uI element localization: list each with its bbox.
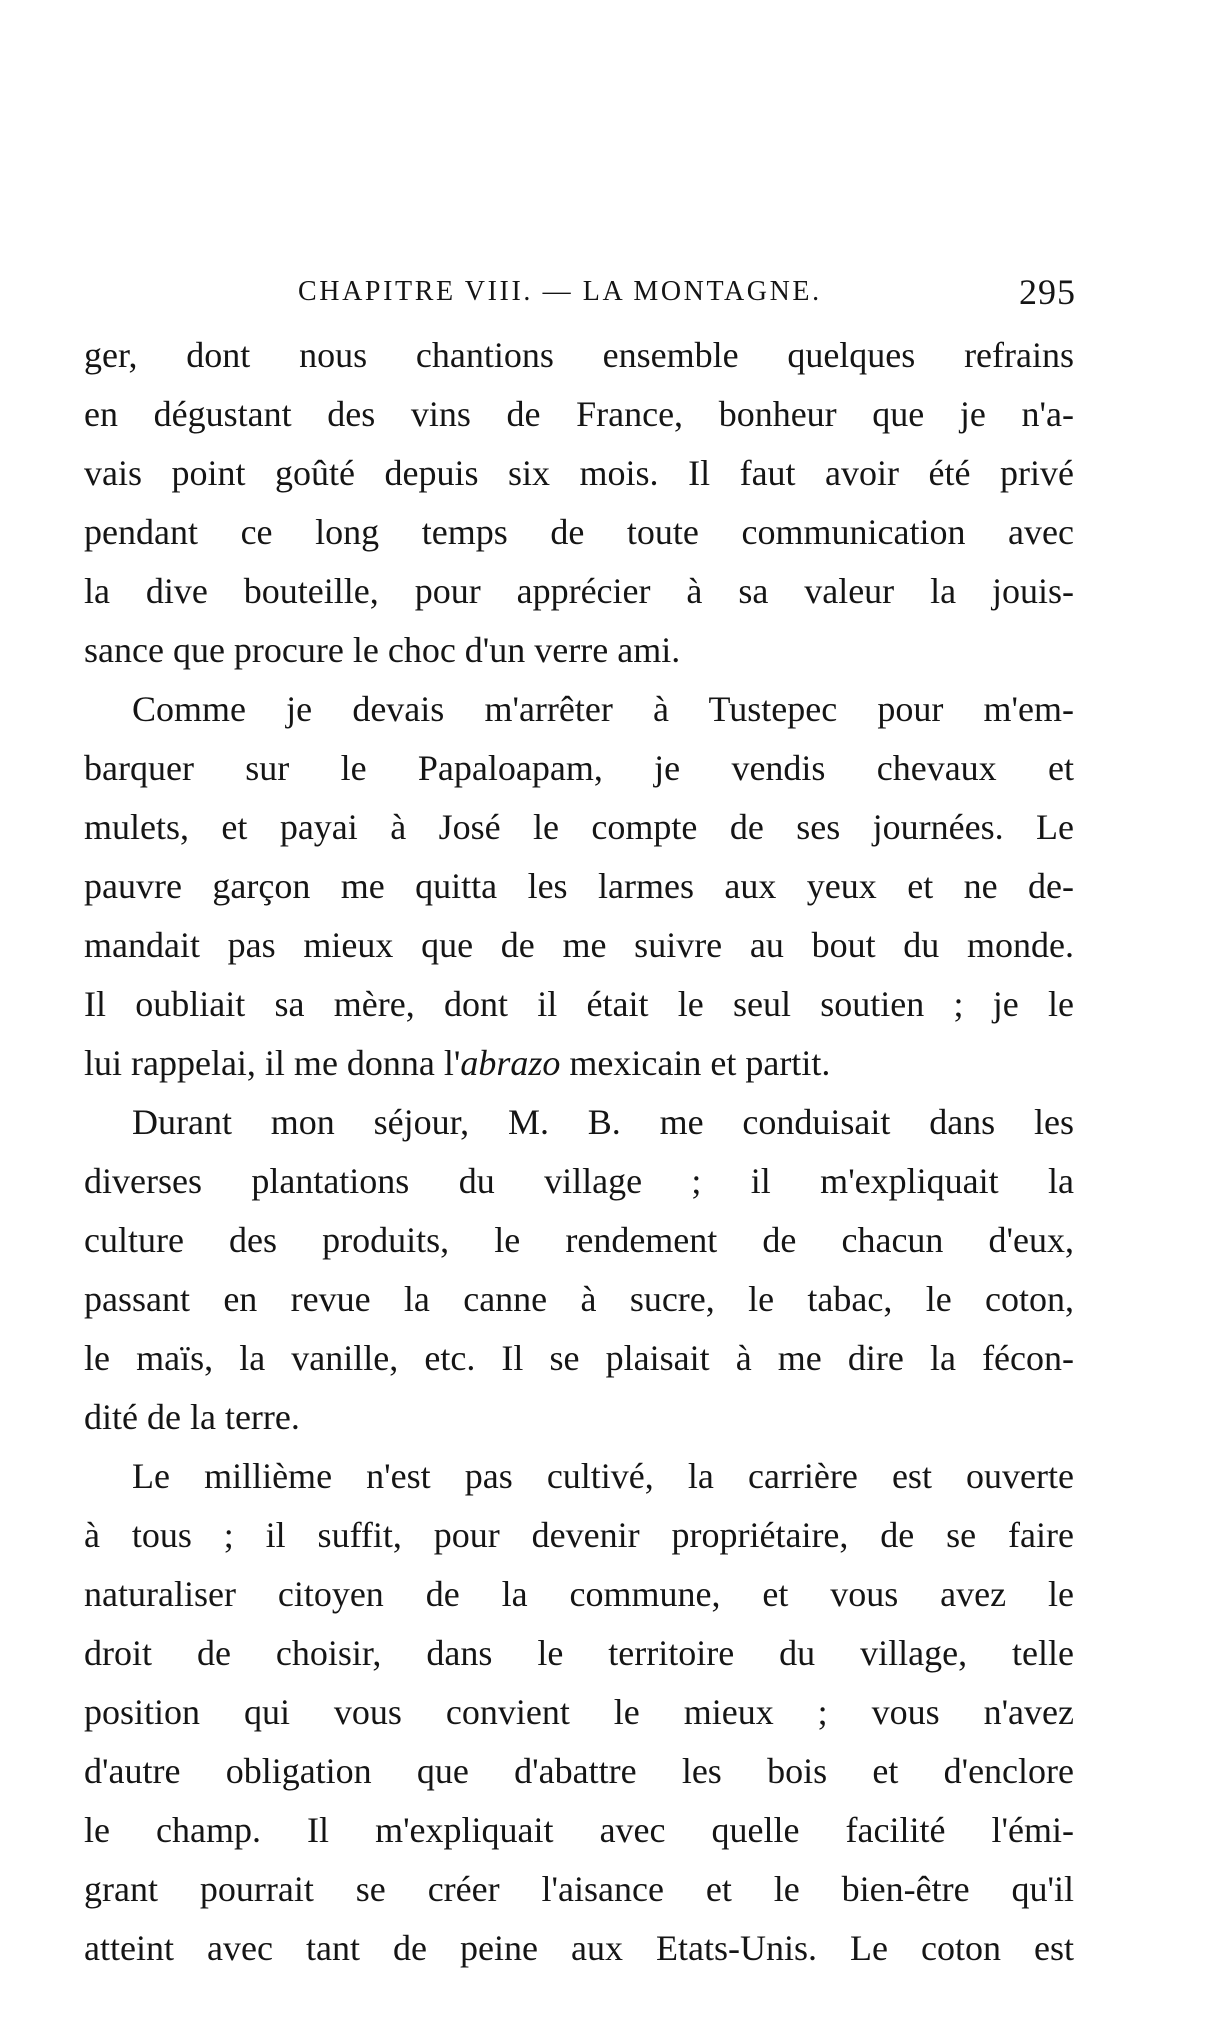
text-line: atteint avec tant de peine aux Etats-Unis. Le coton est <box>84 1928 1074 1968</box>
text-line: position qui vous convient le mieux ; vous n'avez <box>84 1692 1074 1732</box>
paragraph-4 <box>84 1447 1074 1978</box>
paragraph-2 <box>84 680 1074 1093</box>
text-line: pendant ce long temps de toute communication avec <box>84 512 1074 552</box>
text-line <box>84 1034 1074 1093</box>
text-line: mulets, et payai à José le compte de ses journées. Le <box>84 807 1074 847</box>
italic-word: abrazo <box>460 1043 561 1083</box>
running-head <box>84 268 1076 316</box>
text-line: en dégustant des vins de France, bonheur que je n'a- <box>84 394 1074 434</box>
text-line: Il oubliait sa mère, dont il était le seul soutien ; je le <box>84 984 1074 1024</box>
running-title: CHAPITRE VIII. — LA MONTAGNE. <box>298 276 822 307</box>
text-line: ger, dont nous chantions ensemble quelques refrains <box>84 335 1074 375</box>
text-line: la dive bouteille, pour apprécier à sa valeur la jouis- <box>84 571 1074 611</box>
page-body <box>84 326 1074 1978</box>
text-line: barquer sur le Papaloapam, je vendis chevaux et <box>84 748 1074 788</box>
paragraph-3 <box>84 1093 1074 1447</box>
text-line: mandait pas mieux que de me suivre au bout du monde. <box>84 925 1074 965</box>
text-line: naturaliser citoyen de la commune, et vous avez le <box>84 1574 1074 1614</box>
paragraph-1 <box>84 326 1074 680</box>
text-line: diverses plantations du village ; il m'expliquait la <box>84 1161 1074 1201</box>
text-line: culture des produits, le rendement de chacun d'eux, <box>84 1220 1074 1260</box>
text-run: mexicain et partit. <box>560 1043 831 1083</box>
text-line: Le millième n'est pas cultivé, la carrière est ouverte <box>132 1456 1074 1496</box>
text-line: vais point goûté depuis six mois. Il faut avoir été privé <box>84 453 1074 493</box>
text-line: à tous ; il suffit, pour devenir propriétaire, de se faire <box>84 1515 1074 1555</box>
text-line: Durant mon séjour, M. B. me conduisait dans les <box>132 1102 1074 1142</box>
text-line: le maïs, la vanille, etc. Il se plaisait à me dire la fécon- <box>84 1338 1074 1378</box>
text-line: dité de la terre. <box>84 1397 300 1437</box>
text-line: passant en revue la canne à sucre, le tabac, le coton, <box>84 1279 1074 1319</box>
text-run: lui rappelai, il me donna l' <box>84 1043 461 1083</box>
text-line: le champ. Il m'expliquait avec quelle facilité l'émi- <box>84 1810 1074 1850</box>
text-line: d'autre obligation que d'abattre les bois et d'enclore <box>84 1751 1074 1791</box>
text-line: pauvre garçon me quitta les larmes aux yeux et ne de- <box>84 866 1074 906</box>
page-number: 295 <box>1019 272 1076 312</box>
text-line: droit de choisir, dans le territoire du village, telle <box>84 1633 1074 1673</box>
text-line: Comme je devais m'arrêter à Tustepec pour m'em- <box>132 689 1074 729</box>
text-line: grant pourrait se créer l'aisance et le bien-être qu'il <box>84 1869 1074 1909</box>
text-line: sance que procure le choc d'un verre ami. <box>84 630 681 670</box>
